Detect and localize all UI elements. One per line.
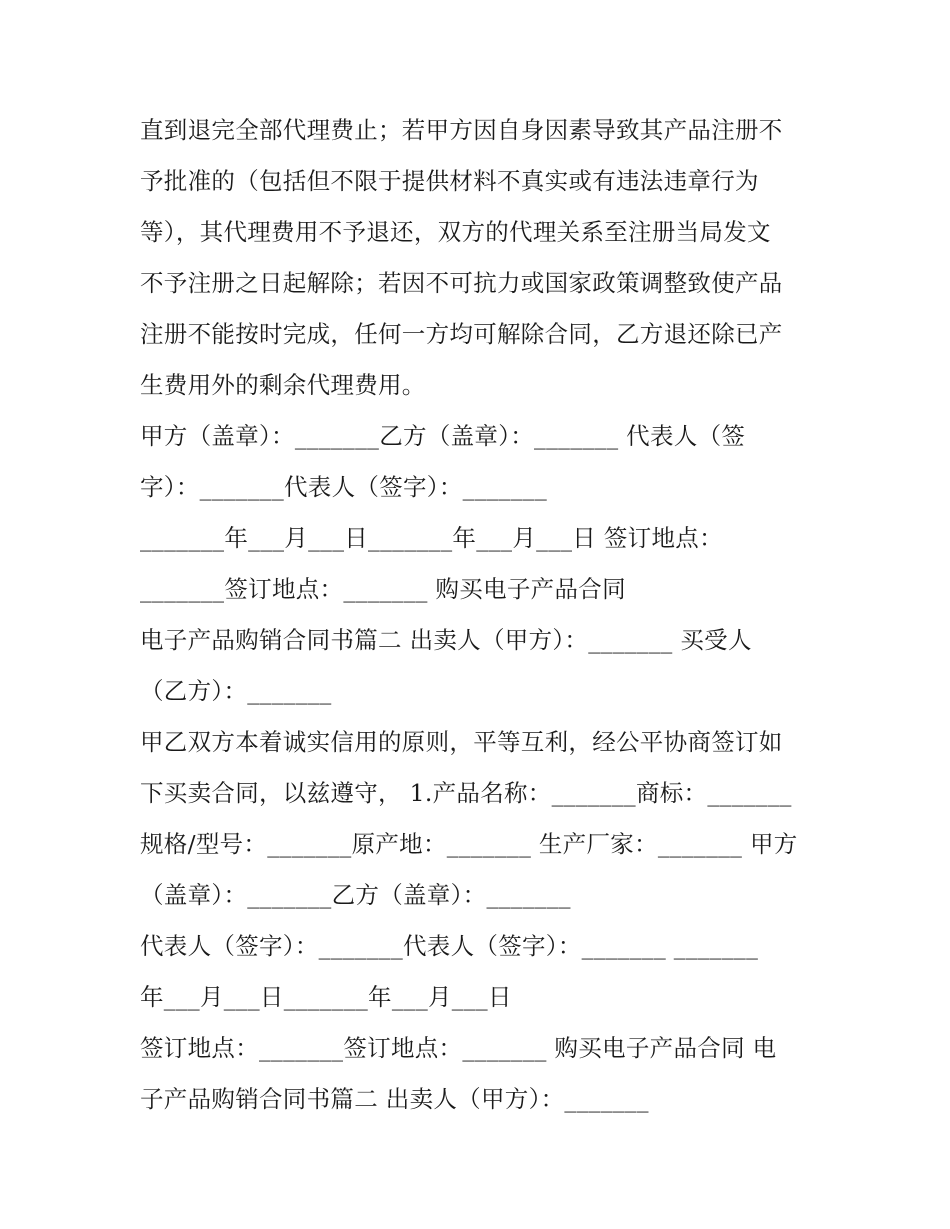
text-line: 子产品购销合同书篇二 出卖人（甲方）：_______: [140, 1085, 649, 1113]
text-line: 直到退完全部代理费止；若甲方因自身因素导致其产品注册不: [140, 116, 783, 144]
text-line: 电子产品购销合同书篇二 出卖人（甲方）：_______ 买受人: [140, 626, 752, 654]
text-line: 不予注册之日起解除；若因不可抗力或国家政策调整致使产品: [140, 269, 783, 297]
text-line: （盖章）：_______乙方（盖章）：_______: [140, 881, 571, 909]
text-line: 甲乙双方本着诚实信用的原则，平等互利，经公平协商签订如: [140, 728, 783, 756]
text-line: （乙方）：_______: [140, 677, 332, 705]
text-line: 签订地点：_______签订地点：_______ 购买电子产品合同 电: [140, 1034, 777, 1062]
text-line: _______年___月___日_______年___月___日 签订地点：: [140, 524, 723, 552]
text-line: 字）：_______代表人（签字）：_______: [140, 473, 547, 501]
text-line: 下买卖合同，以兹遵守， 1.产品名称：_______商标：_______: [140, 779, 792, 807]
text-line: 注册不能按时完成，任何一方均可解除合同，乙方退还除已产: [140, 320, 783, 348]
text-line: 生费用外的剩余代理费用。: [140, 371, 426, 399]
contract-text-body: [140, 105, 820, 1125]
text-line: 甲方（盖章）：_______乙方（盖章）：_______ 代表人（签: [140, 422, 746, 450]
text-line: 等），其代理费用不予退还，双方的代理关系至注册当局发文: [140, 218, 771, 246]
text-line: 代表人（签字）：_______代表人（签字）：_______ _______: [140, 932, 759, 960]
text-line: 规格/型号：_______原产地：_______ 生产厂家：_______ 甲方: [140, 830, 798, 858]
text-line: 予批准的（包括但不限于提供材料不真实或有违法违章行为: [140, 167, 759, 195]
text-line: _______签订地点：_______ 购买电子产品合同: [140, 575, 626, 603]
text-line: 年___月___日_______年___月___日: [140, 983, 512, 1011]
